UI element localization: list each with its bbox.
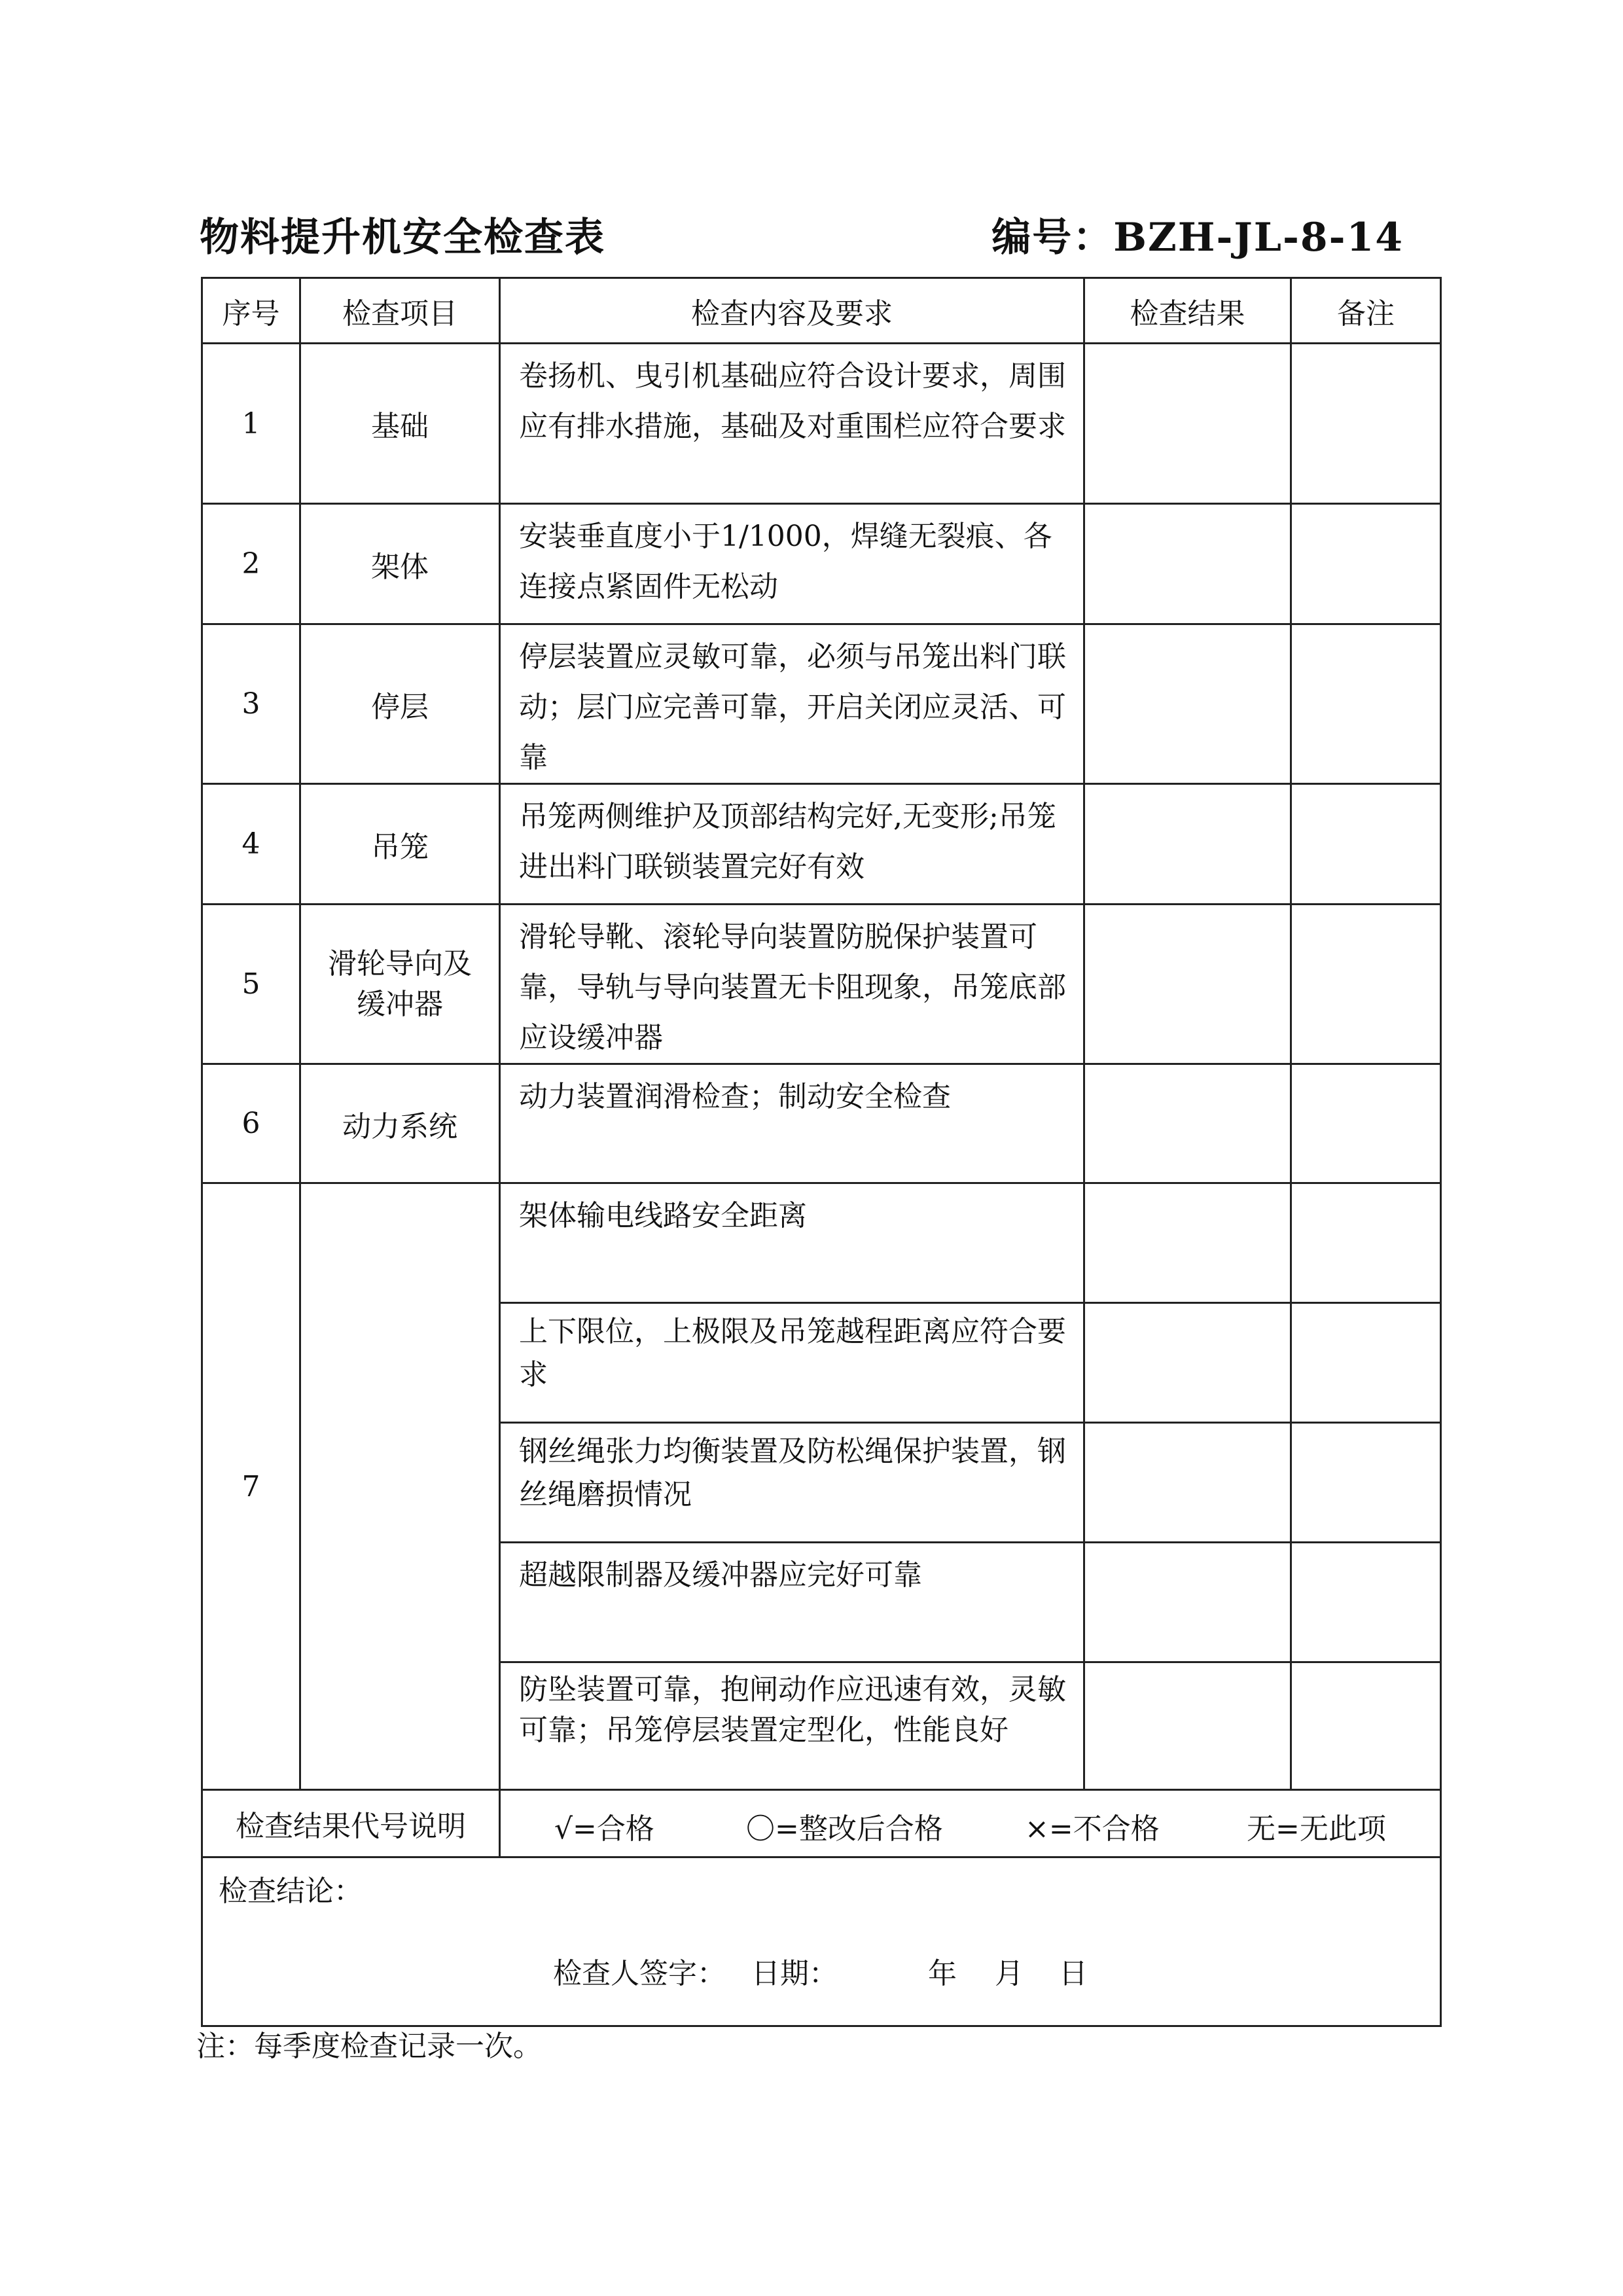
- row-number: 7: [202, 1183, 300, 1790]
- table-row: [202, 905, 1441, 1064]
- legend-not-applicable: 无=无此项: [1247, 1812, 1386, 1846]
- row-content: 停层装置应灵敏可靠，必须与吊笼出料门联动；层门应完善可靠，开启关闭应灵活、可靠: [500, 624, 1084, 784]
- row-number: 6: [202, 1064, 300, 1183]
- row-content: 卷扬机、曳引机基础应符合设计要求，周围应有排水措施，基础及对重围栏应符合要求: [500, 344, 1084, 504]
- column-header-result: 检查结果: [1084, 278, 1291, 344]
- result-cell[interactable]: [1084, 1303, 1291, 1423]
- table-row: [202, 1064, 1441, 1183]
- row-content: 钢丝绳张力均衡装置及防松绳保护装置，钢丝绳磨损情况: [500, 1423, 1084, 1543]
- document-number: 编号：BZH-JL-8-14: [991, 215, 1404, 260]
- remark-cell[interactable]: [1291, 1303, 1441, 1423]
- row-content: 架体输电线路安全距离: [500, 1183, 1084, 1303]
- row-content: 动力装置润滑检查；制动安全检查: [500, 1064, 1084, 1183]
- remark-cell[interactable]: [1291, 344, 1441, 504]
- row-content: 吊笼两侧维护及顶部结构完好,无变形;吊笼进出料门联锁装置完好有效: [500, 784, 1084, 905]
- page-header: [200, 206, 1404, 265]
- row-content: 滑轮导靴、滚轮导向装置防脱保护装置可靠，导轨与导向装置无卡阻现象，吊笼底部应设缓冲器: [500, 905, 1084, 1064]
- column-header-remark: 备注: [1291, 278, 1441, 344]
- result-cell[interactable]: [1084, 624, 1291, 784]
- row-item: 吊笼: [300, 784, 500, 905]
- page-title: 物料提升机安全检查表: [200, 215, 605, 260]
- result-cell[interactable]: [1084, 1662, 1291, 1790]
- signer-label: 检查人签字：: [553, 1957, 726, 1990]
- remark-cell[interactable]: [1291, 784, 1441, 905]
- remark-cell[interactable]: [1291, 1543, 1441, 1662]
- remark-cell[interactable]: [1291, 1064, 1441, 1183]
- row-item: 滑轮导向及缓冲器: [300, 905, 500, 1064]
- result-cell[interactable]: [1084, 1064, 1291, 1183]
- footnote: 注：每季度检查记录一次。: [196, 2030, 542, 2063]
- legend-pass-after-fix: 〇=整改后合格: [746, 1812, 943, 1846]
- row-item: 架体: [300, 504, 500, 624]
- row-number: 5: [202, 905, 300, 1064]
- day-label: 日: [1059, 1957, 1088, 1990]
- column-header-no: 序号: [202, 278, 300, 344]
- row-content: 安装垂直度小于1/1000，焊缝无裂痕、各连接点紧固件无松动: [500, 504, 1084, 624]
- row-item: 基础: [300, 344, 500, 504]
- table-row: [202, 624, 1441, 784]
- remark-cell[interactable]: [1291, 504, 1441, 624]
- row-content: 上下限位，上极限及吊笼越程距离应符合要求: [500, 1303, 1084, 1423]
- remark-cell[interactable]: [1291, 624, 1441, 784]
- legend-fail: ×=不合格: [1025, 1812, 1160, 1846]
- column-header-content: 检查内容及要求: [500, 278, 1084, 344]
- row-number: 4: [202, 784, 300, 905]
- conclusion-cell[interactable]: [202, 1857, 1441, 2026]
- table-header-row: [202, 278, 1441, 344]
- remark-cell[interactable]: [1291, 905, 1441, 1064]
- result-cell[interactable]: [1084, 1423, 1291, 1543]
- date-label: 日期：: [751, 1957, 838, 1990]
- legend-label: 检查结果代号说明: [202, 1790, 500, 1857]
- result-cell[interactable]: [1084, 784, 1291, 905]
- result-cell[interactable]: [1084, 1183, 1291, 1303]
- column-header-item: 检查项目: [300, 278, 500, 344]
- table-row: [202, 784, 1441, 905]
- conclusion-row: [202, 1857, 1441, 2026]
- legend-cell: [500, 1790, 1441, 1857]
- row-number: 1: [202, 344, 300, 504]
- row-item: 动力系统: [300, 1064, 500, 1183]
- row-content: 超越限制器及缓冲器应完好可靠: [500, 1543, 1084, 1662]
- table-row: [202, 504, 1441, 624]
- legend-pass: √=合格: [554, 1812, 654, 1846]
- remark-cell[interactable]: [1291, 1423, 1441, 1543]
- month-label: 月: [995, 1957, 1024, 1990]
- legend-row: [202, 1790, 1441, 1857]
- row-number: 2: [202, 504, 300, 624]
- row-content: 防坠装置可靠，抱闸动作应迅速有效，灵敏可靠；吊笼停层装置定型化，性能良好: [500, 1662, 1084, 1790]
- remark-cell[interactable]: [1291, 1662, 1441, 1790]
- result-cell[interactable]: [1084, 344, 1291, 504]
- inspection-table: [201, 277, 1442, 2027]
- row-number: 3: [202, 624, 300, 784]
- result-cell[interactable]: [1084, 1543, 1291, 1662]
- row-item: [300, 1183, 500, 1790]
- row-item: 停层: [300, 624, 500, 784]
- table-row: [202, 344, 1441, 504]
- remark-cell[interactable]: [1291, 1183, 1441, 1303]
- conclusion-label: 检查结论：: [219, 1874, 363, 1908]
- table-row: [202, 1183, 1441, 1303]
- result-cell[interactable]: [1084, 905, 1291, 1064]
- result-cell[interactable]: [1084, 504, 1291, 624]
- year-label: 年: [928, 1957, 957, 1990]
